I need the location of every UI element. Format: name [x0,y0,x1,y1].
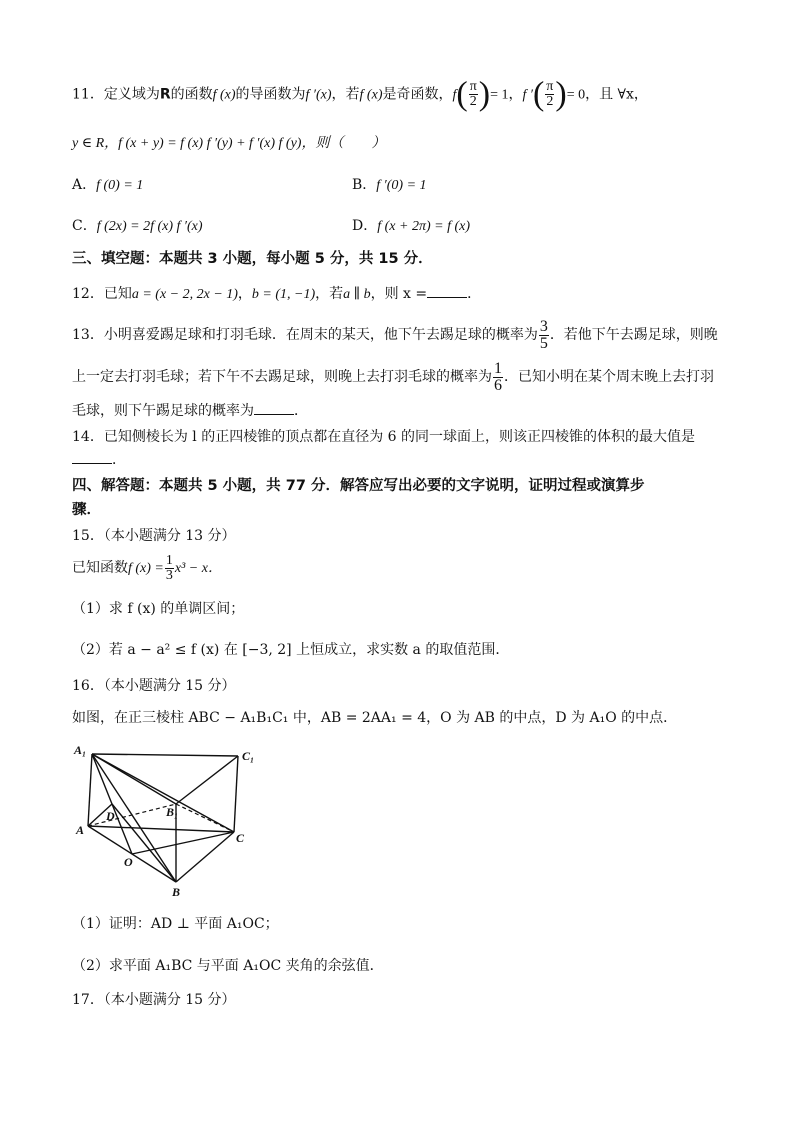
label-b1: B₁ [166,805,179,819]
q11-line-2: y ∈ R，f (x + y) = f (x) f ′(y) + f ′(x) f (y)，则（ ） [72,136,386,151]
q15-header: 15．（本小题满分 13 分） [72,528,236,544]
q11-options-cd [72,216,734,237]
pi-over-2: $\frac{\pi}{2}$ [469,79,477,109]
pi-over-2: $\frac{\pi}{2}$ [546,79,554,109]
option-d: f (x + 2π) = f (x) [377,219,470,234]
q12-line: 12．已知a = (x − 2, 2x − 1)，b = (1, −1)，若a ∥ b，则 x = ． [72,286,482,302]
q16-part-1: （1）证明：AD ⊥ 平面 A₁OC； [72,916,279,932]
q11-options-ab [72,175,734,196]
section-3-heading: 三、填空题：本题共 3 小题，每小题 5 分，共 15 分． [72,251,433,267]
q15-part-1: （1）求 f (x) 的单调区间； [72,601,245,617]
option-b: f ′(0) = 1 [376,178,427,193]
label-a1: A₁ [74,743,87,757]
section-4-heading-line-1: 四、解答题：本题共 5 小题，共 77 分．解答应写出必要的文字说明，证明过程或演算步 [72,478,645,494]
label-b: B [172,885,181,899]
q16-given: 如图，在正三棱柱 ABC − A₁B₁C₁ 中，AB = 2AA₁ = 4，O 为 AB 的中点，D 为 A₁O 的中点． [72,710,678,726]
label-d: D [106,809,115,823]
q13-line-1: 13．小明喜爱踢足球和打羽毛球．在周末的某天，他下午去踢足球的概率为 $\frac{3}{5}$ ．若他下午去踢足球，则晚 [72,317,718,352]
q16-part-2: （2）求平面 A₁BC 与平面 A₁OC 夹角的余弦值． [72,958,384,974]
fraction-3-5: $\frac{3}{5}$ [539,317,548,352]
option-b-label: B． [352,177,377,193]
prism-figure [72,740,262,900]
q16-header: 16．（本小题满分 15 分） [72,678,236,694]
q11-line-1: 11．定义域为R的函数f (x)的导函数为f ′(x)，若f (x)是奇函数，f( $\frac{\pi}{2}$ )= 1，f ′( $\frac{\pi}{2}$ )= 0，且 ∀x， [72,75,648,113]
option-c-label: C． [72,218,97,234]
q17-header: 17．（本小题满分 15 分） [72,992,236,1008]
label-c1: C₁ [242,749,255,763]
q15-part-2: （2）若 a − a² ≤ f (x) 在 [−3, 2] 上恒成立，求实数 a 的取值范围． [72,642,510,658]
q14-line-1: 14．已知侧棱长为 l 的正四棱锥的顶点都在直径为 6 的同一球面上，则该正四棱锥的体积的最大值是 [72,429,695,445]
fraction-1-3: $\frac{1}{3}$ [165,552,173,583]
q13-line-3: 毛球，则下午踢足球的概率为 ． [72,403,308,419]
option-d-label: D． [352,218,378,234]
fraction-1-6: $\frac{1}{6}$ [494,359,502,394]
label-o: O [124,855,133,869]
option-c: f (2x) = 2f (x) f ′(x) [96,219,203,234]
answer-blank [72,451,112,464]
option-a: f (0) = 1 [96,178,144,193]
option-a-label: A． [72,177,97,193]
answer-blank [427,285,467,298]
answer-blank [254,402,294,415]
label-a: A [76,823,85,837]
q13-line-2: 上一定去打羽毛球；若下午不去踢足球，则晚上去打羽毛球的概率为 $\frac{1}{6}$ ．已知小明在某个周末晚上去打羽 [72,359,714,394]
q14-line-2: ． [72,450,734,470]
section-4-heading-line-2: 骤． [72,502,101,518]
q15-given: 已知函数f (x) = $\frac{1}{3}$ x³ − x． [72,552,222,583]
label-c: C [236,831,245,845]
